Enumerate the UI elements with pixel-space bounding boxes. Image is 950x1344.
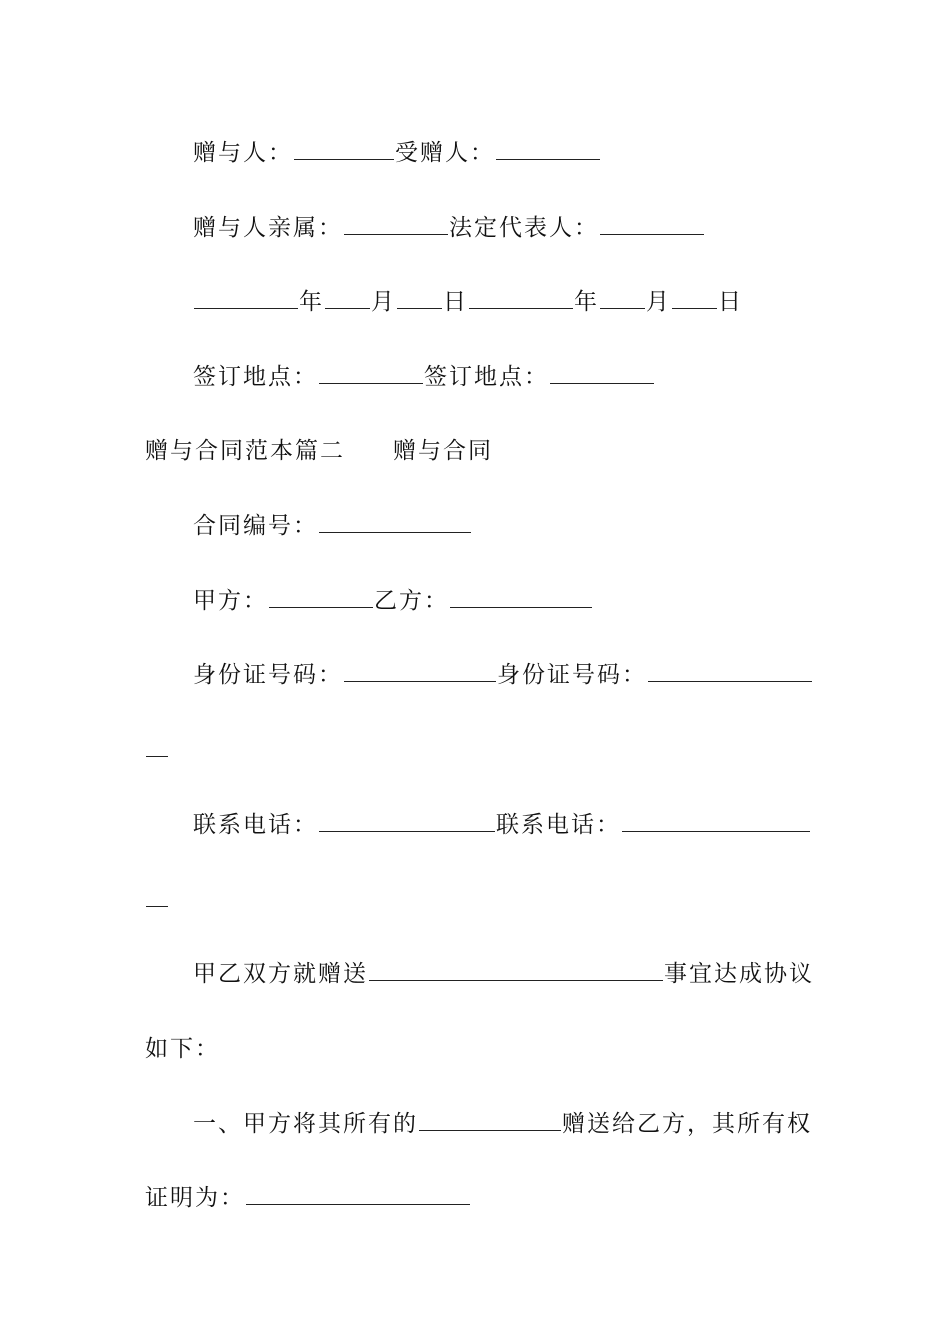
year-label-1: 年	[299, 289, 324, 315]
heading-part-2: 赠与合同	[393, 438, 493, 464]
phone-label-1: 联系电话：	[193, 812, 318, 838]
donor-relative-blank[interactable]	[344, 212, 448, 235]
party-a-label: 甲方：	[193, 588, 268, 614]
relative-representative-line	[193, 211, 705, 245]
party-line	[193, 584, 593, 618]
id-number-blank-2[interactable]	[648, 659, 812, 682]
recipient-blank[interactable]	[496, 137, 600, 160]
donor-recipient-line	[193, 136, 601, 170]
gift-item-blank[interactable]	[369, 958, 663, 981]
phone-line	[193, 808, 811, 842]
contract-number-blank[interactable]	[319, 510, 471, 533]
legal-representative-label: 法定代表人：	[449, 215, 599, 241]
id-number-line	[193, 658, 813, 692]
agreement-text-1: 甲乙双方就赠送	[193, 961, 368, 987]
phone-blank-2-cont[interactable]	[146, 884, 168, 907]
id-number-blank-1[interactable]	[344, 659, 496, 682]
recipient-label: 受赠人：	[395, 140, 495, 166]
party-b-blank[interactable]	[450, 585, 592, 608]
id-number-label-2: 身份证号码：	[497, 662, 647, 688]
signing-place-label-2: 签订地点：	[424, 364, 549, 390]
owned-item-blank[interactable]	[419, 1108, 561, 1131]
id-number-continuation	[145, 733, 169, 767]
signing-place-label-1: 签订地点：	[193, 364, 318, 390]
id-number-blank-2-cont[interactable]	[146, 734, 168, 757]
agreement-text-3: 如下：	[145, 1036, 220, 1062]
month-label-1: 月	[371, 289, 396, 315]
year-label-2: 年	[574, 289, 599, 315]
donor-label: 赠与人：	[193, 140, 293, 166]
legal-representative-blank[interactable]	[600, 212, 704, 235]
party-a-blank[interactable]	[269, 585, 373, 608]
contract-number-label: 合同编号：	[193, 513, 318, 539]
day-label-2: 日	[718, 289, 743, 315]
month-blank-2[interactable]	[600, 286, 645, 309]
phone-blank-1[interactable]	[319, 809, 495, 832]
clause-one-text-1: 一、甲方将其所有的	[193, 1111, 418, 1137]
agreement-line	[193, 957, 814, 991]
donor-relative-label: 赠与人亲属：	[193, 215, 343, 241]
day-label-1: 日	[443, 289, 468, 315]
clause-one-line	[193, 1107, 812, 1141]
year-blank-2[interactable]	[469, 286, 573, 309]
month-blank-1[interactable]	[325, 286, 370, 309]
phone-continuation	[145, 883, 169, 917]
date-line	[193, 285, 743, 319]
year-blank-1[interactable]	[194, 286, 298, 309]
id-number-label-1: 身份证号码：	[193, 662, 343, 688]
day-blank-1[interactable]	[397, 286, 442, 309]
ownership-proof-blank[interactable]	[246, 1182, 470, 1205]
month-label-2: 月	[646, 289, 671, 315]
party-b-label: 乙方：	[374, 588, 449, 614]
heading-part-1: 赠与合同范本篇二	[145, 438, 345, 464]
phone-blank-2[interactable]	[622, 809, 810, 832]
signing-place-blank-2[interactable]	[550, 361, 654, 384]
agreement-text-2: 事宜达成协议	[664, 961, 814, 987]
clause-one-text-2: 赠送给乙方，其所有权	[562, 1111, 812, 1137]
section-heading	[145, 434, 493, 468]
ownership-proof-line	[145, 1181, 471, 1215]
ownership-proof-label: 证明为：	[145, 1185, 245, 1211]
agreement-continuation	[145, 1032, 220, 1066]
signing-place-line	[193, 360, 655, 394]
day-blank-2[interactable]	[672, 286, 717, 309]
phone-label-2: 联系电话：	[496, 812, 621, 838]
donor-blank[interactable]	[294, 137, 394, 160]
signing-place-blank-1[interactable]	[319, 361, 423, 384]
contract-number-line	[193, 509, 472, 543]
